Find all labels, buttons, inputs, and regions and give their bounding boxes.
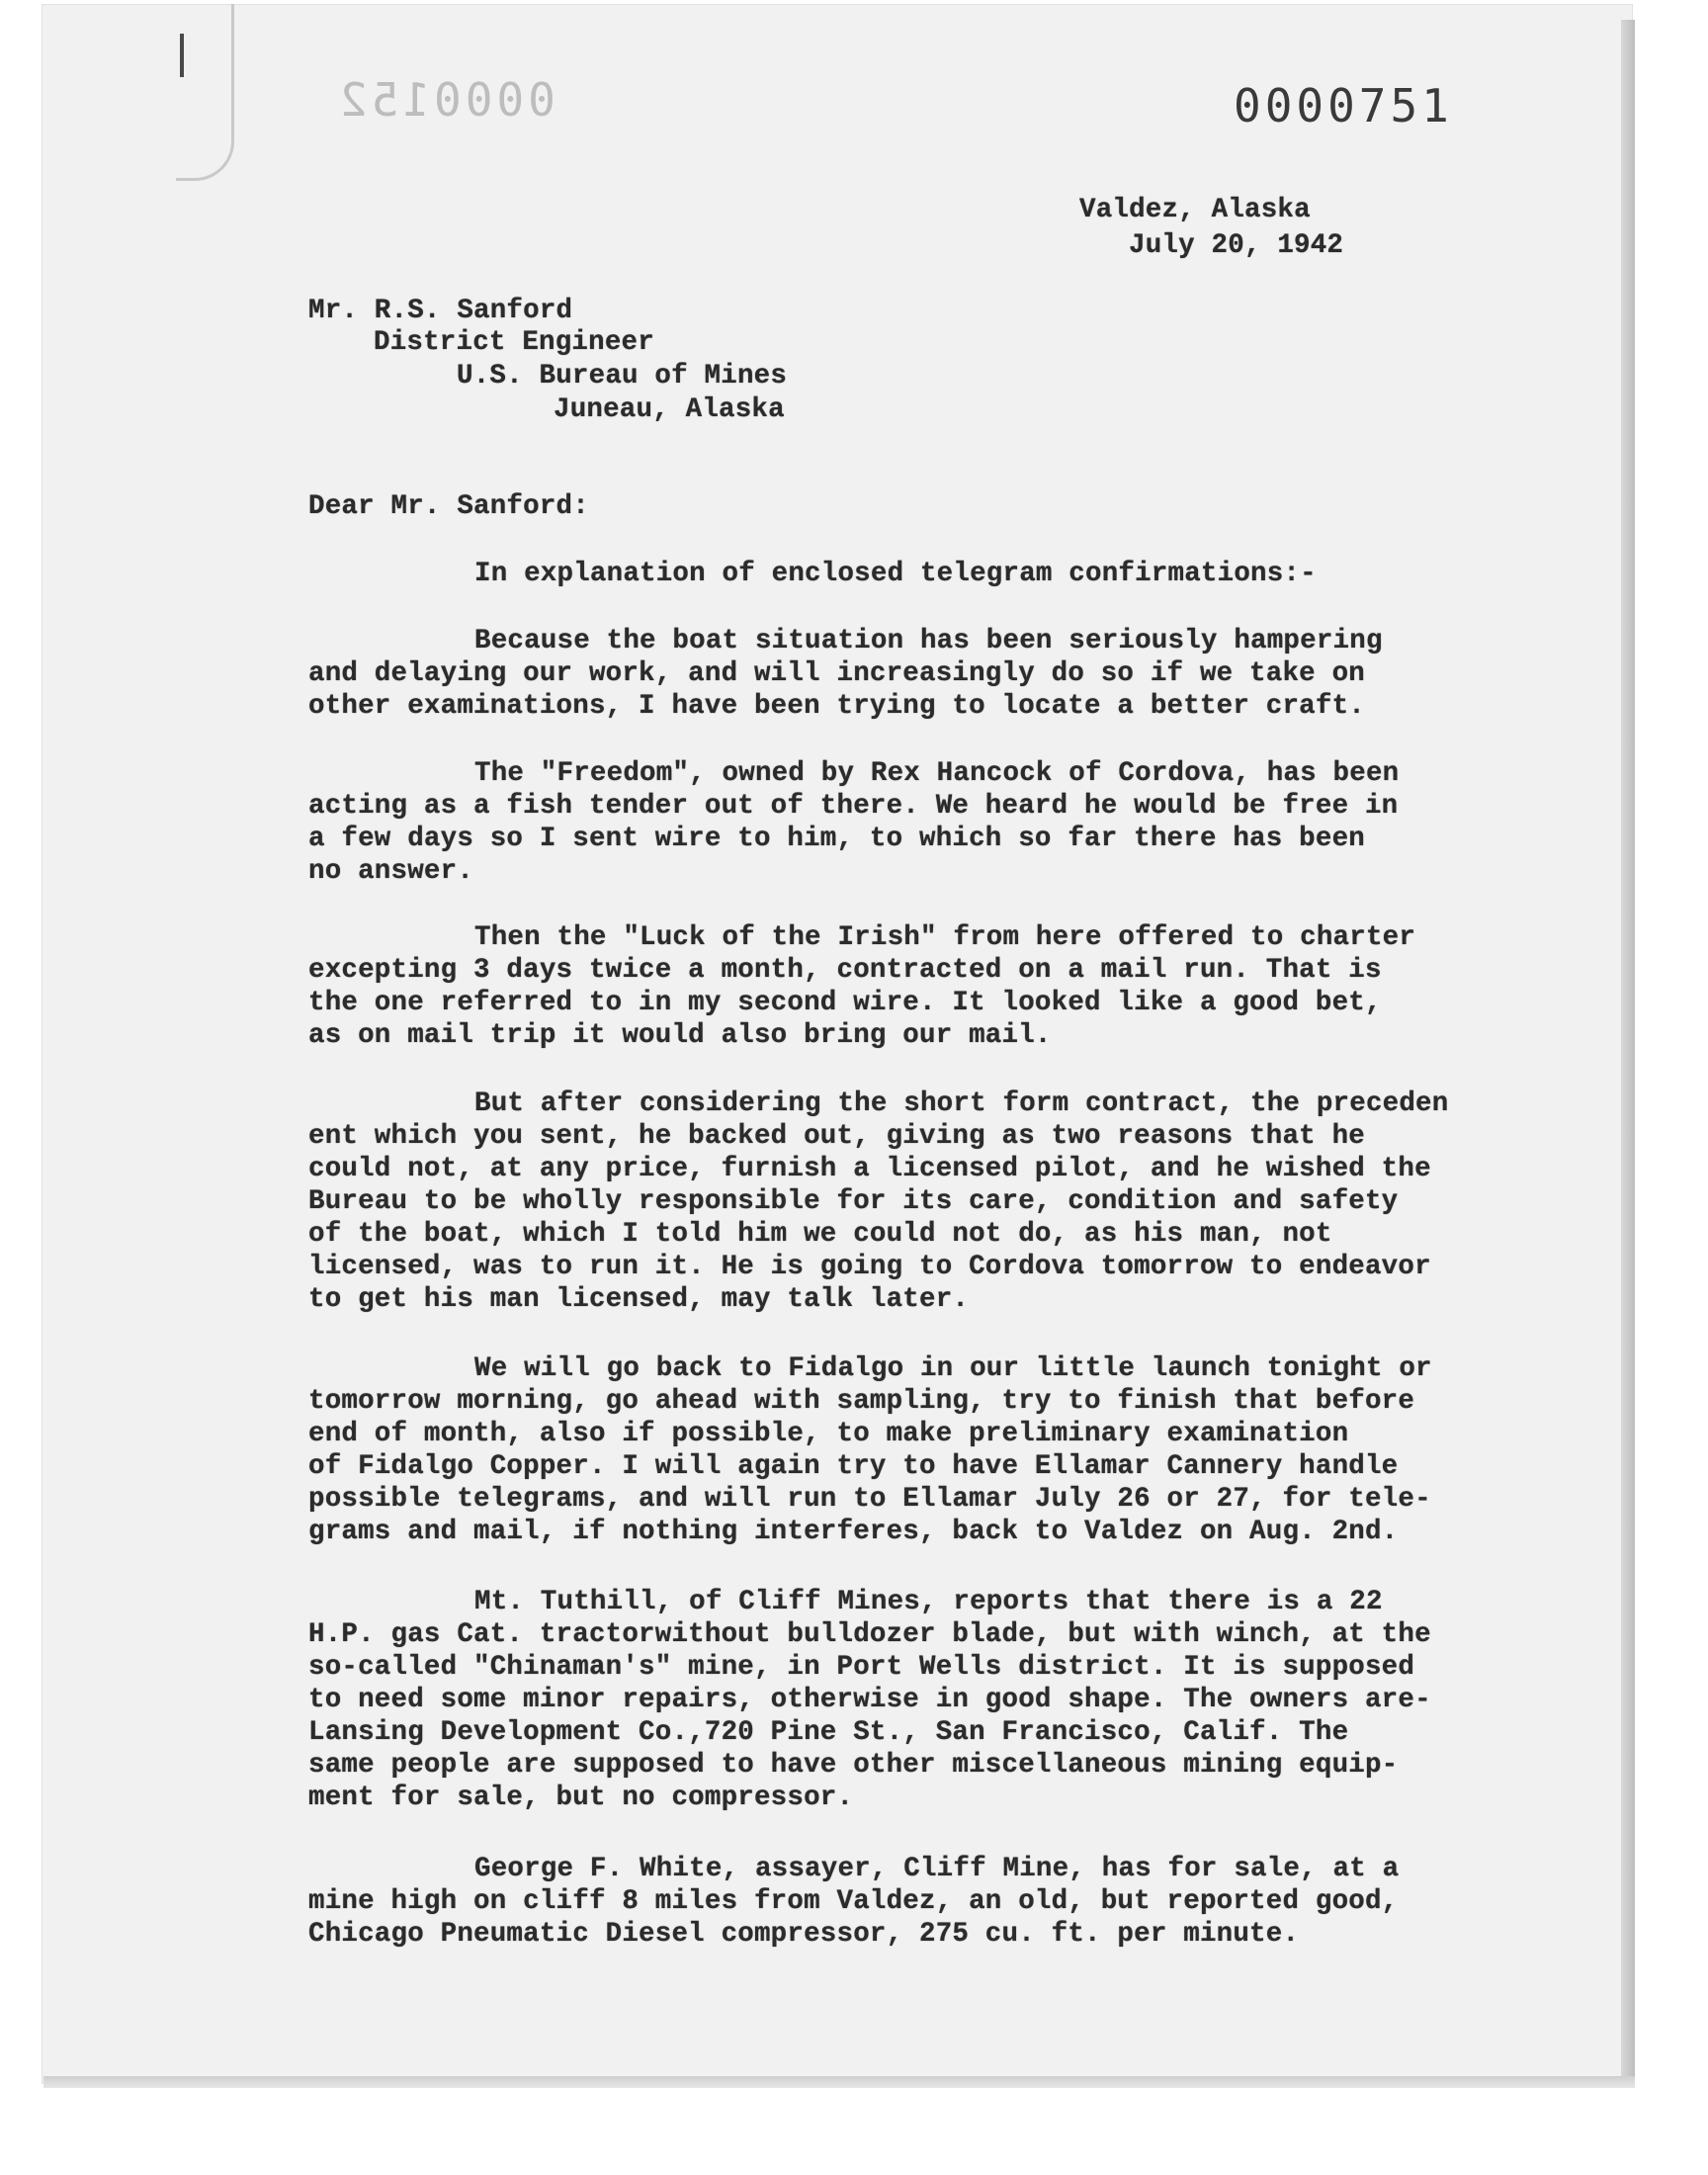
address-line: Juneau, Alaska (554, 394, 785, 425)
paragraph (308, 1586, 1431, 1814)
paragraph-line: acting as a fish tender out of there. We heard he would be free in (308, 791, 1399, 822)
paragraph-line: The "Freedom", owned by Rex Hancock of Cordova, has been (474, 758, 1400, 789)
paragraph-line: ment for sale, but no compressor. (308, 1783, 854, 1813)
address-line: U.S. Bureau of Mines (457, 361, 788, 392)
paragraph-line: grams and mail, if nothing interferes, back to Valdez on Aug. 2nd. (308, 1517, 1399, 1547)
paragraph-line: the one referred to in my second wire. It looked like a good bet, (308, 988, 1382, 1018)
paragraph (308, 1352, 1432, 1548)
paragraph-line: We will go back to Fidalgo in our little launch tonight or (474, 1353, 1432, 1384)
paragraph-line: Then the "Luck of the Irish" from here offered to charter (474, 922, 1416, 953)
paragraph-line: end of month, also if possible, to make preliminary examination (308, 1419, 1349, 1449)
paragraph-line: so-called "Chinaman's" mine, in Port Wells district. It is supposed (308, 1652, 1415, 1683)
page-bottom-edge (43, 2076, 1635, 2088)
paragraph-line: to need some minor repairs, otherwise in good shape. The owners are- (308, 1685, 1431, 1715)
paragraph-line: Chicago Pneumatic Diesel compressor, 275 cu. ft. per minute. (308, 1919, 1300, 1950)
pen-tick-mark (180, 34, 184, 77)
faded-bleedthrough-number: 0000152 (336, 73, 555, 127)
paragraph-line: ent which you sent, he backed out, giving as two reasons that he (308, 1121, 1365, 1152)
paragraph-line: same people are supposed to have other miscellaneous mining equip- (308, 1750, 1399, 1781)
paragraph-line: other examinations, I have been trying to locate a better craft. (308, 691, 1365, 722)
paragraph (308, 757, 1399, 888)
paragraph-line: no answer. (308, 856, 474, 887)
paragraph (474, 558, 1317, 590)
paragraph-line: of the boat, which I told him we could not do, as his man, not (308, 1219, 1332, 1250)
paragraph-line: tomorrow morning, go ahead with sampling, try to finish that before (308, 1386, 1415, 1417)
paragraph-line: licensed, was to run it. He is going to Cordova tomorrow to endeavor (308, 1252, 1431, 1282)
folder-tab-mark (176, 4, 234, 181)
letter-date: July 20, 1942 (1129, 230, 1344, 261)
paragraph (308, 625, 1383, 723)
paragraph-line: of Fidalgo Copper. I will again try to have Ellamar Cannery handle (308, 1451, 1399, 1482)
paragraph-line: Because the boat situation has been seriously hampering (474, 626, 1383, 656)
paragraph-line: But after considering the short form contract, the preceden (474, 1088, 1449, 1119)
salutation: Dear Mr. Sanford: (308, 491, 589, 522)
paragraph-line: could not, at any price, furnish a licensed pilot, and he wished the (308, 1154, 1431, 1184)
document-number-stamp: 0000751 (1234, 79, 1453, 132)
paragraph-line: Lansing Development Co.,720 Pine St., San Francisco, Calif. The (308, 1717, 1349, 1748)
page-edge-shadow (1621, 20, 1635, 2086)
paragraph-line: George F. White, assayer, Cliff Mine, has for sale, at a (474, 1854, 1400, 1884)
address-line: Mr. R.S. Sanford (308, 296, 573, 326)
paragraph-line: excepting 3 days twice a month, contracted on a mail run. That is (308, 955, 1382, 986)
address-line: District Engineer (374, 327, 654, 358)
paragraph-line: In explanation of enclosed telegram confirmations:- (474, 559, 1317, 589)
paragraph-line: a few days so I sent wire to him, to which so far there has been (308, 824, 1365, 854)
paragraph-line: mine high on cliff 8 miles from Valdez, an old, but reported good, (308, 1886, 1399, 1917)
paragraph (308, 921, 1415, 1052)
letter-place: Valdez, Alaska (1079, 195, 1311, 225)
paragraph (308, 1853, 1399, 1951)
paragraph (308, 1088, 1448, 1316)
paragraph-line: as on mail trip it would also bring our mail. (308, 1020, 1052, 1051)
paragraph-line: Bureau to be wholly responsible for its care, condition and safety (308, 1186, 1399, 1217)
paragraph-line: and delaying our work, and will increasingly do so if we take on (308, 658, 1365, 689)
paragraph-line: H.P. gas Cat. tractorwithout bulldozer blade, but with winch, at the (308, 1619, 1431, 1650)
paragraph-line: Mt. Tuthill, of Cliff Mines, reports that there is a 22 (474, 1587, 1383, 1617)
paragraph-line: to get his man licensed, may talk later. (308, 1284, 970, 1315)
paragraph-line: possible telegrams, and will run to Ellamar July 26 or 27, for tele- (308, 1484, 1431, 1515)
